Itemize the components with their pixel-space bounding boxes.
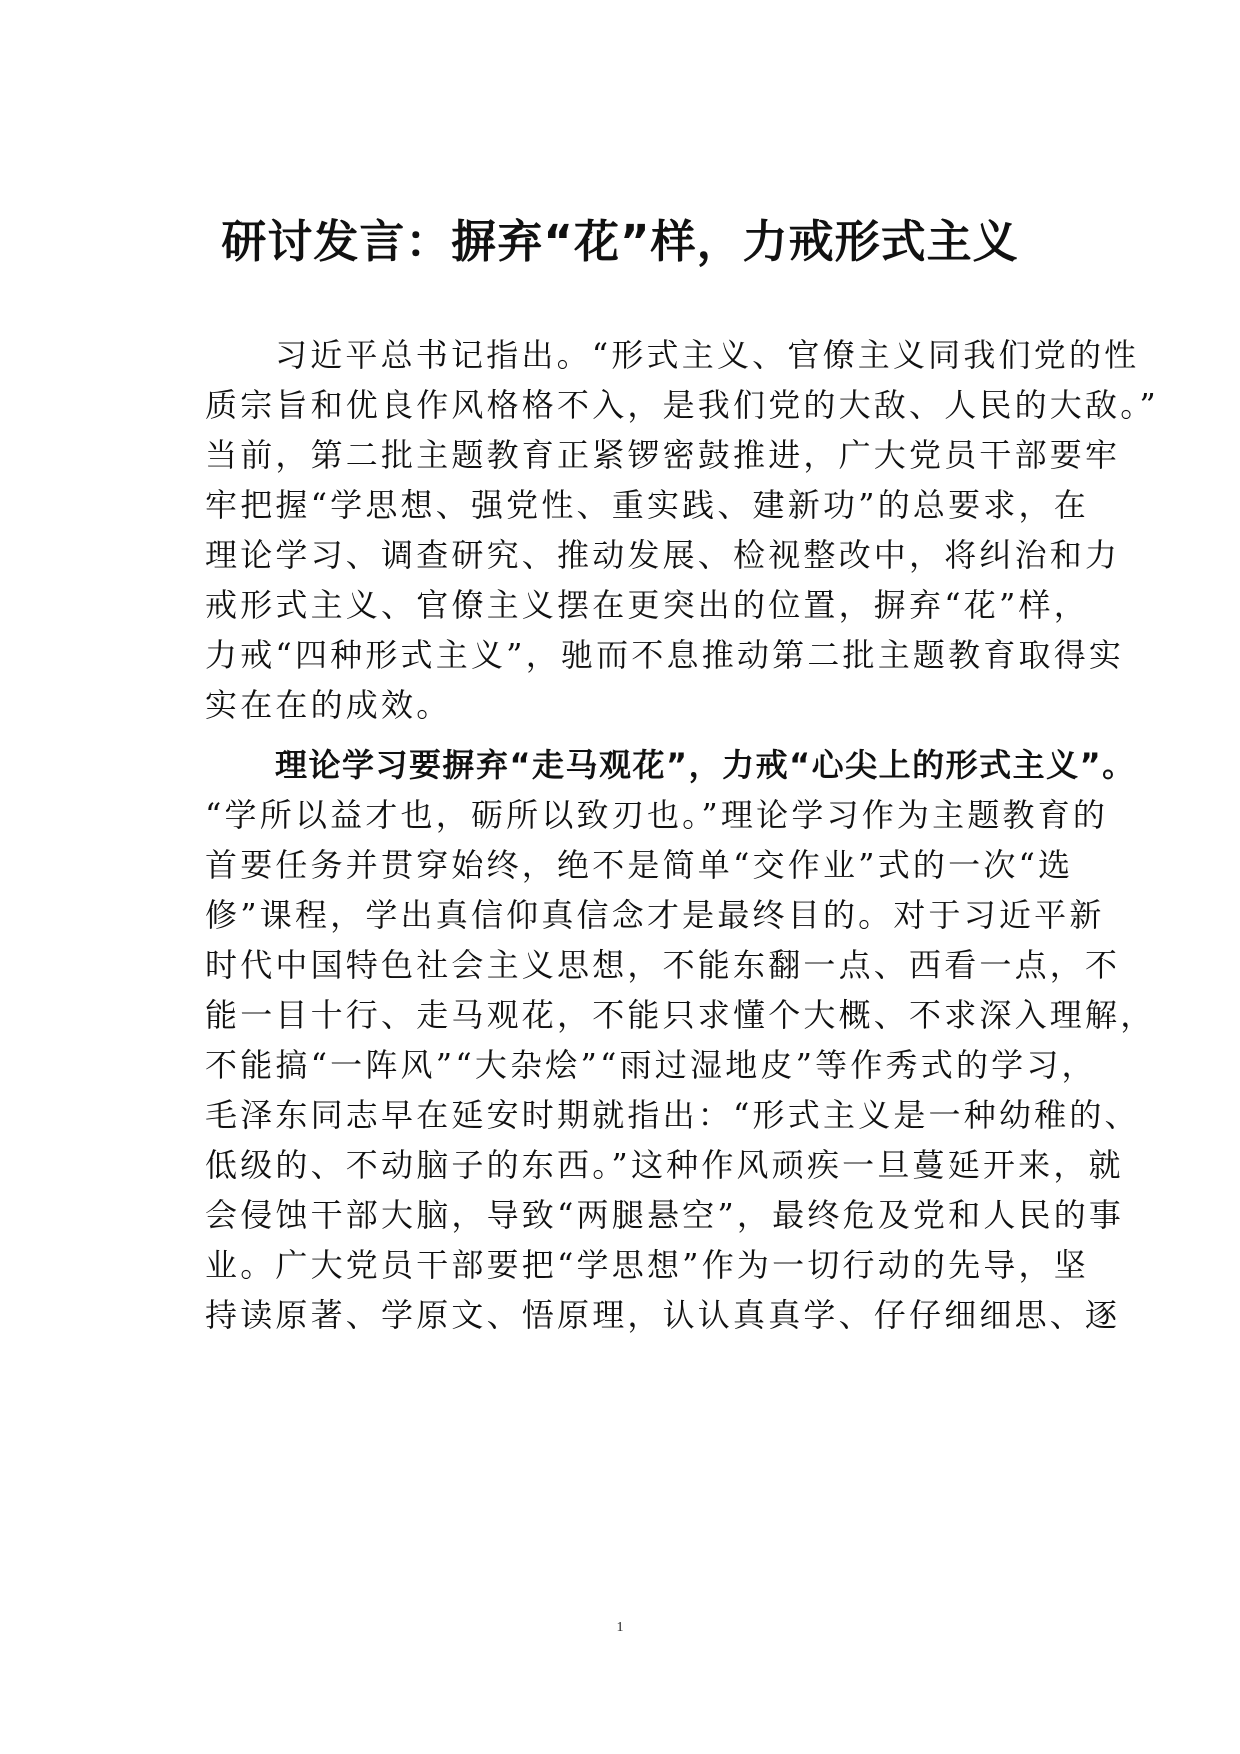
paragraph-line: 当前，第二批主题教育正紧锣密鼓推进，广大党员干部要牢 [205, 436, 1121, 474]
paragraph-line: 会侵蚀干部大脑，导致“两腿悬空”，最终危及党和人民的事 [205, 1196, 1125, 1234]
paragraph-line: 低级的、不动脑子的东西。”这种作风顽疾一旦蔓延开来，就 [205, 1146, 1124, 1184]
paragraph-line: 修”课程，学出真信仰真信念才是最终目的。对于习近平新 [205, 896, 1105, 934]
paragraph-line: 能一目十行、走马观花，不能只求懂个大概、不求深入理解， [205, 996, 1156, 1034]
paragraph-line: 力戒“四种形式主义”，驰而不息推动第二批主题教育取得实 [205, 636, 1125, 674]
paragraph-line: 习近平总书记指出。“形式主义、官僚主义同我们党的性 [275, 336, 1140, 374]
paragraph-line: 不能搞“一阵风”“大杂烩”“雨过湿地皮”等作秀式的学习， [205, 1046, 1097, 1084]
document-body [205, 330, 1159, 1340]
paragraph-line: 首要任务并贯穿始终，绝不是简单“交作业”式的一次“选 [205, 846, 1074, 884]
paragraph-line: 质宗旨和优良作风格格不入，是我们党的大敌、人民的大敌。” [205, 386, 1159, 424]
paragraph-line: 毛泽东同志早在延安时期就指出：“形式主义是一种幼稚的、 [205, 1096, 1140, 1134]
paragraph-line: 理论学习、调查研究、推动发展、检视整改中，将纠治和力 [205, 536, 1121, 574]
paragraph-line: “学所以益才也，砺所以致刃也。”理论学习作为主题教育的 [205, 796, 1109, 834]
paragraph-line: 牢把握“学思想、强党性、重实践、建新功”的总要求，在 [205, 486, 1089, 524]
paragraph-line: 实在在的成效。 [205, 686, 452, 724]
section-heading: 理论学习要摒弃“走马观花”，力戒“心尖上的形式主义”。 [275, 746, 1136, 784]
paragraph-line: 业。广大党员干部要把“学思想”作为一切行动的先导，坚 [205, 1246, 1089, 1284]
page-number: 1 [616, 1620, 624, 1635]
paragraph-line: 持读原著、学原文、悟原理，认认真真学、仔仔细细思、逐 [205, 1296, 1121, 1334]
paragraph-line: 戒形式主义、官僚主义摆在更突出的位置，摒弃“花”样， [205, 586, 1089, 624]
paragraph-gap [205, 730, 1075, 740]
document-title: 研讨发言：摒弃“花”样，力戒形式主义 [221, 215, 1019, 268]
paragraph-line: 时代中国特色社会主义思想，不能东翻一点、西看一点，不 [205, 946, 1121, 984]
